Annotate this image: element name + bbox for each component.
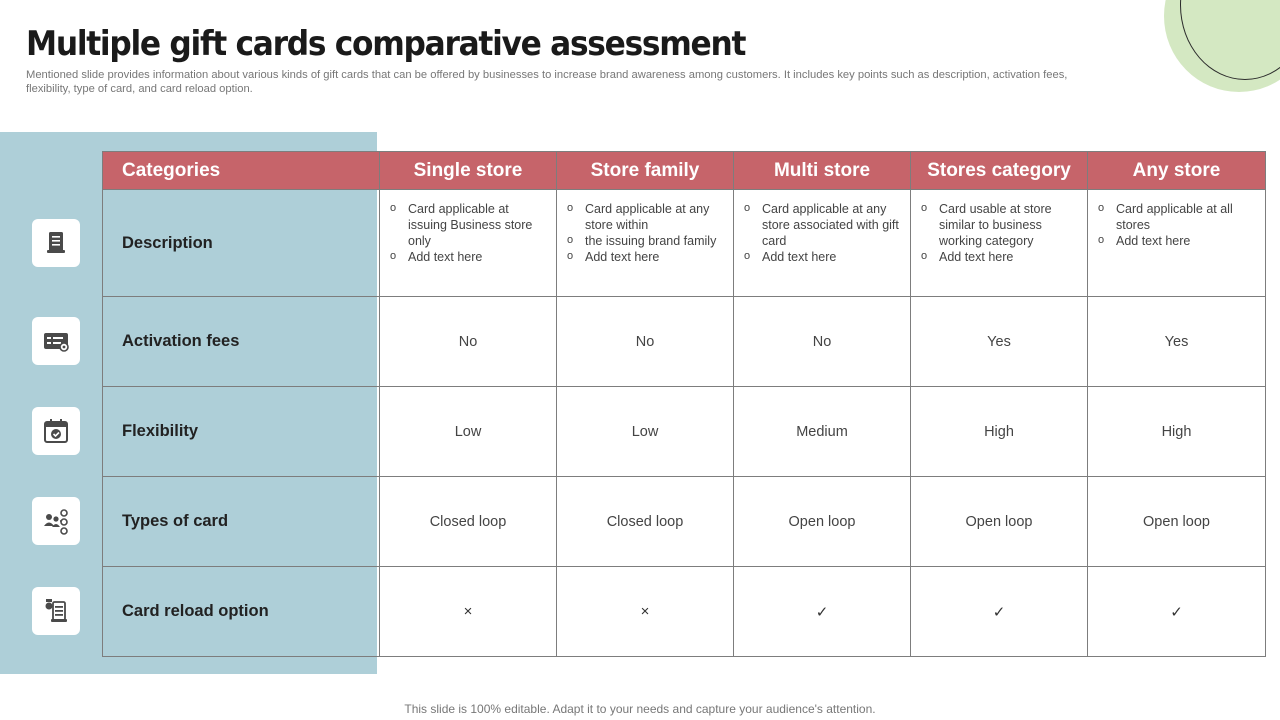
table-cell: Open loop	[1088, 477, 1266, 567]
hand-card-icon	[32, 587, 80, 635]
list-item: o Add text here	[1098, 233, 1259, 249]
document-icon	[32, 219, 80, 267]
header-single-store: Single store	[380, 152, 557, 190]
table-cell: Closed loop	[557, 477, 734, 567]
comparison-table	[102, 151, 1266, 657]
header-multi-store: Multi store	[734, 152, 911, 190]
table-cell: Open loop	[911, 477, 1088, 567]
description-stores-category	[911, 190, 1088, 297]
check-mark: ✓	[911, 567, 1088, 657]
table-cell: Yes	[1088, 297, 1266, 387]
table-cell: No	[734, 297, 911, 387]
row-label-activation-fees: Activation fees	[103, 297, 380, 387]
list-item: o Card applicable at issuing Business store only	[390, 201, 550, 249]
table-cell: Yes	[911, 297, 1088, 387]
table-row-card-reload-option	[103, 567, 1266, 657]
users-network-icon	[32, 497, 80, 545]
page-title: Multiple gift cards comparative assessment	[26, 24, 746, 64]
list-item: o Card applicable at any store within	[567, 201, 727, 233]
table-cell: No	[380, 297, 557, 387]
table-cell: Low	[380, 387, 557, 477]
description-any-store	[1088, 190, 1266, 297]
header-categories: Categories	[103, 152, 380, 190]
row-label-description: Description	[103, 190, 380, 297]
description-multi-store	[734, 190, 911, 297]
table-row-types-of-card	[103, 477, 1266, 567]
table-header-row	[103, 152, 1266, 190]
list-item: o the issuing brand family	[567, 233, 727, 249]
table-cell: High	[1088, 387, 1266, 477]
row-label-flexibility: Flexibility	[103, 387, 380, 477]
list-item: o Card applicable at all stores	[1098, 201, 1259, 233]
table-cell: Medium	[734, 387, 911, 477]
calendar-icon	[32, 407, 80, 455]
list-item: o Add text here	[744, 249, 904, 265]
table-row-flexibility	[103, 387, 1266, 477]
description-store-family	[557, 190, 734, 297]
list-item: o Add text here	[921, 249, 1081, 265]
footer-note: This slide is 100% editable. Adapt it to your needs and capture your audience's attention.	[404, 702, 876, 716]
table-cell: Closed loop	[380, 477, 557, 567]
list-item: o Card usable at store similar to business working category	[921, 201, 1081, 249]
table-cell: Open loop	[734, 477, 911, 567]
table-row-activation-fees	[103, 297, 1266, 387]
table-cell: High	[911, 387, 1088, 477]
header-stores-category: Stores category	[911, 152, 1088, 190]
header-store-family: Store family	[557, 152, 734, 190]
table-cell: No	[557, 297, 734, 387]
row-label-card-reload-option: Card reload option	[103, 567, 380, 657]
row-label-types-of-card: Types of card	[103, 477, 380, 567]
list-item: o Add text here	[390, 249, 550, 265]
table-cell: Low	[557, 387, 734, 477]
cross-mark: ×	[557, 567, 734, 657]
card-settings-icon	[32, 317, 80, 365]
list-item: o Add text here	[567, 249, 727, 265]
list-item: o Card applicable at any store associated with gift card	[744, 201, 904, 249]
header-any-store: Any store	[1088, 152, 1266, 190]
check-mark: ✓	[734, 567, 911, 657]
page-subtitle: Mentioned slide provides information about various kinds of gift cards that can be offered by businesses to increase brand awareness among customers. It includes key points such as description, activation fees, flexibility, type of card, and card reload option.	[26, 69, 1068, 95]
table-row-description	[103, 190, 1266, 297]
check-mark: ✓	[1088, 567, 1266, 657]
cross-mark: ×	[380, 567, 557, 657]
description-single-store	[380, 190, 557, 297]
